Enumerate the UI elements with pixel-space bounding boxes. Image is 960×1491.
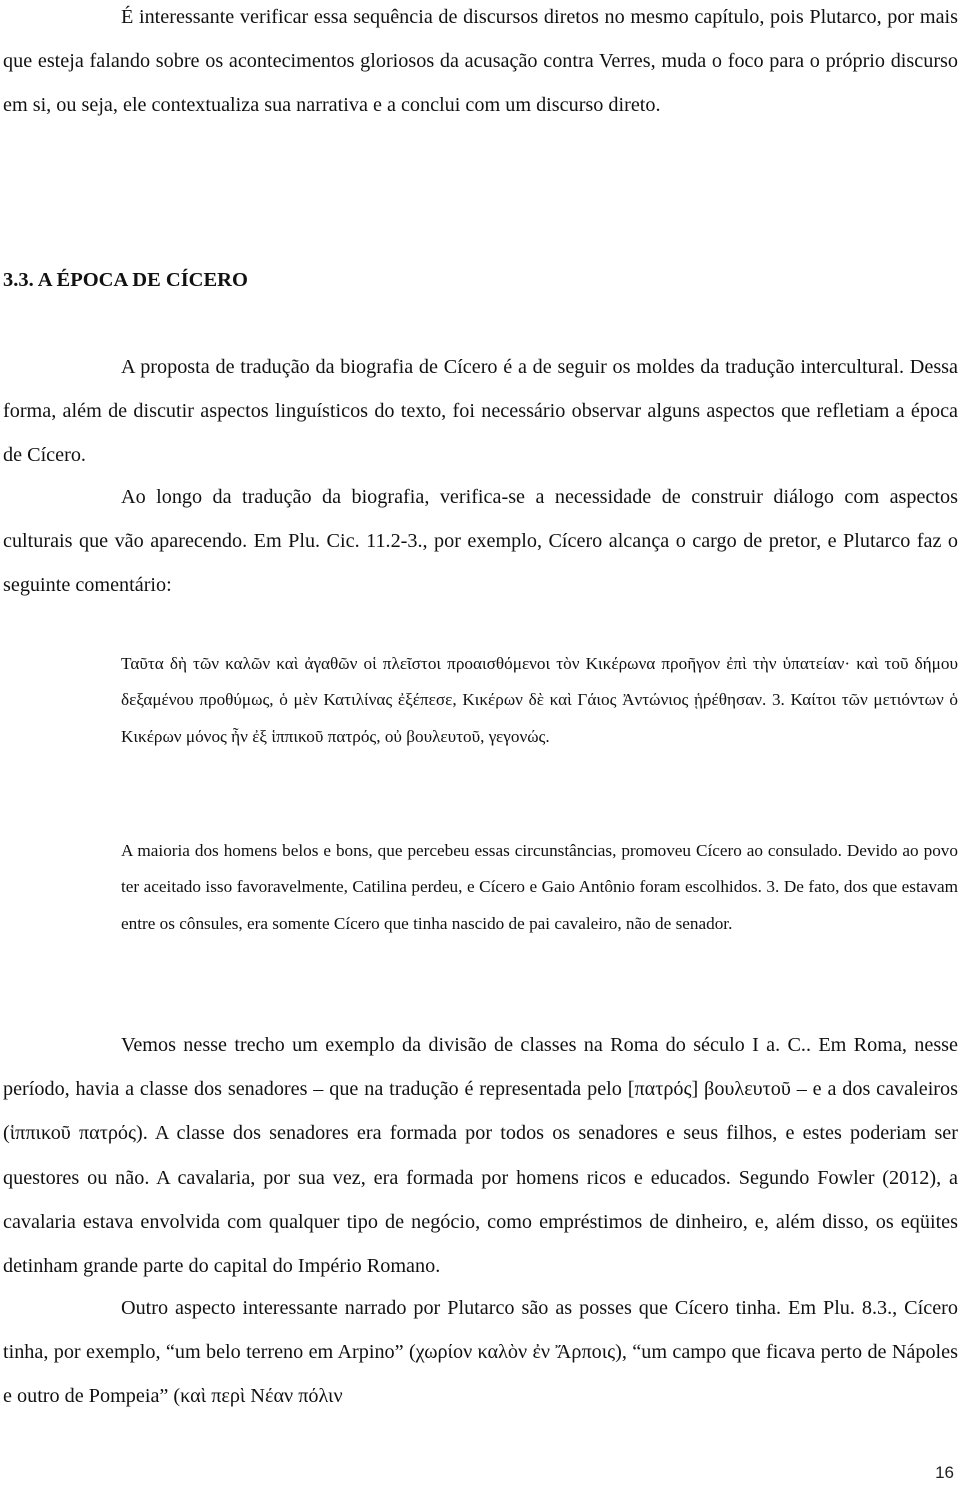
paragraph-dialogo-cultural: Ao longo da tradução da biografia, verifica-se a necessidade de construir diálogo com aspectos culturais que vão aparecendo. Em Plu. Cic. 11.2-3., por exemplo, Cícero alcança o cargo de pretor, e Plutarco faz o seguinte comentário:	[3, 486, 958, 597]
block-quote-greek: Ταῦτα δὴ τῶν καλῶν καὶ ἀγαθῶν οἱ πλεῖστοι προαισθόμενοι τὸν Κικέρωνα προῆγον ἐπὶ τὴν ὑπατείαν· καὶ τοῦ δήμου δεξαμένου προθύμως, ὁ μὲν Κατιλίνας ἐξέπεσε, Κικέρων δὲ καὶ Γάιος Ἀντώνιος ᾑρέθησαν. 3. Καίτοι τῶν μετιόντων ὁ Κικέρων μόνος ἦν ἐξ ἱππικοῦ πατρός, οὐ βουλευτοῦ, γεγονώς.	[121, 654, 958, 746]
paragraph-posses-cicero: Outro aspecto interessante narrado por Plutarco são as posses que Cícero tinha. Em Plu. 8.3., Cícero tinha, por exemplo, “um belo terreno em Arpino” (χωρίον καλὸν ἐν Ἄρποις), “um campo que ficava perto de Nápoles e outro de Pompeia” (καὶ περὶ Νέαν πόλιν	[3, 1297, 958, 1408]
paragraph-proposta-traducao: A proposta de tradução da biografia de Cícero é a de seguir os moldes da tradução intercultural. Dessa forma, além de discutir aspectos linguísticos do texto, foi necessário observar alguns aspectos que refletiam a época de Cícero.	[3, 356, 958, 467]
page-number: 16	[935, 1463, 954, 1482]
paragraph-discursos-diretos: É interessante verificar essa sequência de discursos diretos no mesmo capítulo, pois Plutarco, por mais que esteja falando sobre os acontecimentos gloriosos da acusação contra Verres, muda o foco para o próprio discurso em si, ou seja, ele contextualiza sua narrativa e a conclui com um discurso direto.	[3, 6, 958, 117]
paragraph-divisao-classes: Vemos nesse trecho um exemplo da divisão de classes na Roma do século I a. C.. Em Roma, nesse período, havia a classe dos senadores – que na tradução é representada pelo [πατρός] βουλευτοῦ – e a dos cavaleiros (ἱππικοῦ πατρός). A classe dos senadores era formada por todos os senadores e seus filhos, e estes poderiam ser questores ou não. A cavalaria, por sua vez, era formada por homens ricos e educados. Segundo Fowler (2012), a cavalaria estava envolvida com qualquer tipo de negócio, como empréstimos de dinheiro, e, além disso, os eqüites detinham grande parte do capital do Império Romano.	[3, 1034, 958, 1278]
block-quote-translation: A maioria dos homens belos e bons, que percebeu essas circunstâncias, promoveu Cícero ao consulado. Devido ao povo ter aceitado isso favoravelmente, Catilina perdeu, e Cícero e Gaio Antônio foram escolhidos. 3. De fato, dos que estavam entre os cônsules, era somente Cícero que tinha nascido de pai cavaleiro, não de senador.	[121, 841, 958, 933]
section-heading: 3.3. A ÉPOCA DE CÍCERO	[3, 269, 248, 291]
